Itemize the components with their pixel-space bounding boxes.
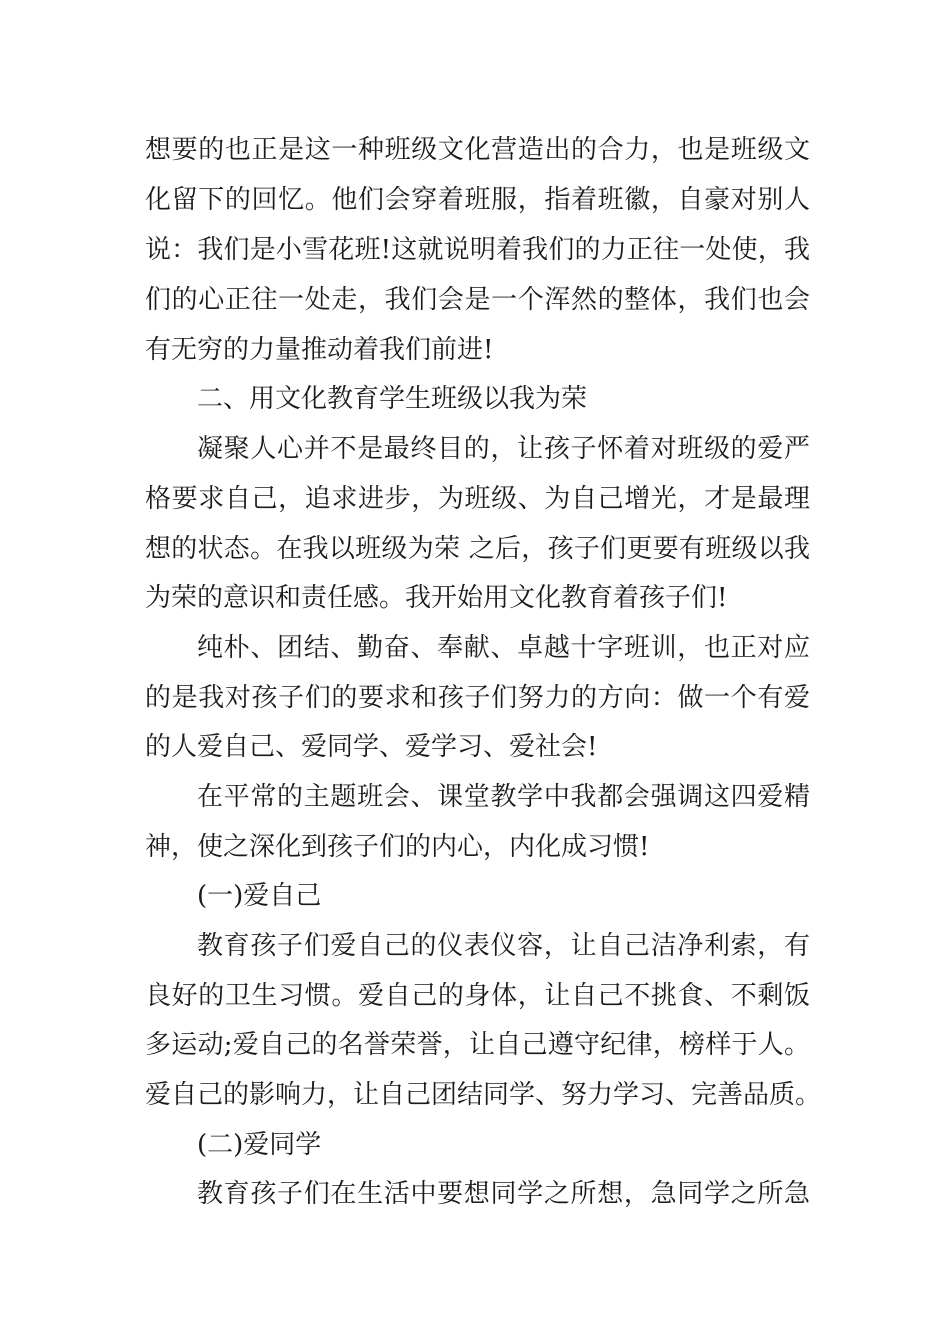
subsection-heading: (一)爱自己 bbox=[197, 881, 322, 911]
text-line: 多运动;爱自己的名誉荣誉，让自己遵守纪律，榜样于人。 bbox=[145, 1030, 810, 1060]
text-line: 的人爱自己、爱同学、爱学习、爱社会! bbox=[145, 732, 598, 762]
text-line: 爱自己的影响力，让自己团结同学、努力学习、完善品质。 bbox=[145, 1080, 822, 1110]
text-line: 在平常的主题班会、课堂教学中我都会强调这四爱精 bbox=[197, 782, 810, 812]
text-line: 为荣的意识和责任感。我开始用文化教育着孩子们! bbox=[145, 583, 728, 613]
subsection-heading: (二)爱同学 bbox=[197, 1130, 322, 1160]
text-line: 教育孩子们在生活中要想同学之所想，急同学之所急 bbox=[197, 1179, 810, 1209]
text-line: 说：我们是小雪花班!这就说明着我们的力正往一处使，我 bbox=[145, 235, 810, 265]
text-line: 良好的卫生习惯。爱自己的身体，让自己不挑食、不剩饭 bbox=[145, 981, 810, 1011]
text-line: 的是我对孩子们的要求和孩子们努力的方向：做一个有爱 bbox=[145, 683, 810, 713]
text-line: 想的状态。在我以班级为荣 之后，孩子们更要有班级以我 bbox=[145, 534, 810, 564]
section-heading: 二、用文化教育学生班级以我为荣 bbox=[197, 384, 588, 414]
text-line: 纯朴、团结、勤奋、奉献、卓越十字班训，也正对应 bbox=[197, 633, 810, 663]
text-line: 凝聚人心并不是最终目的，让孩子怀着对班级的爱严 bbox=[197, 434, 810, 464]
text-line: 有无穷的力量推动着我们前进! bbox=[145, 335, 494, 365]
text-line: 化留下的回忆。他们会穿着班服，指着班徽，自豪对别人 bbox=[145, 185, 810, 215]
text-line: 教育孩子们爱自己的仪表仪容，让自己洁净利索，有 bbox=[197, 931, 810, 961]
text-line: 神，使之深化到孩子们的内心，内化成习惯! bbox=[145, 832, 650, 862]
text-line: 们的心正往一处走，我们会是一个浑然的整体，我们也会 bbox=[145, 285, 810, 315]
text-line: 格要求自己，追求进步，为班级、为自己增光，才是最理 bbox=[145, 484, 810, 514]
text-line: 想要的也正是这一种班级文化营造出的合力，也是班级文 bbox=[145, 135, 810, 165]
